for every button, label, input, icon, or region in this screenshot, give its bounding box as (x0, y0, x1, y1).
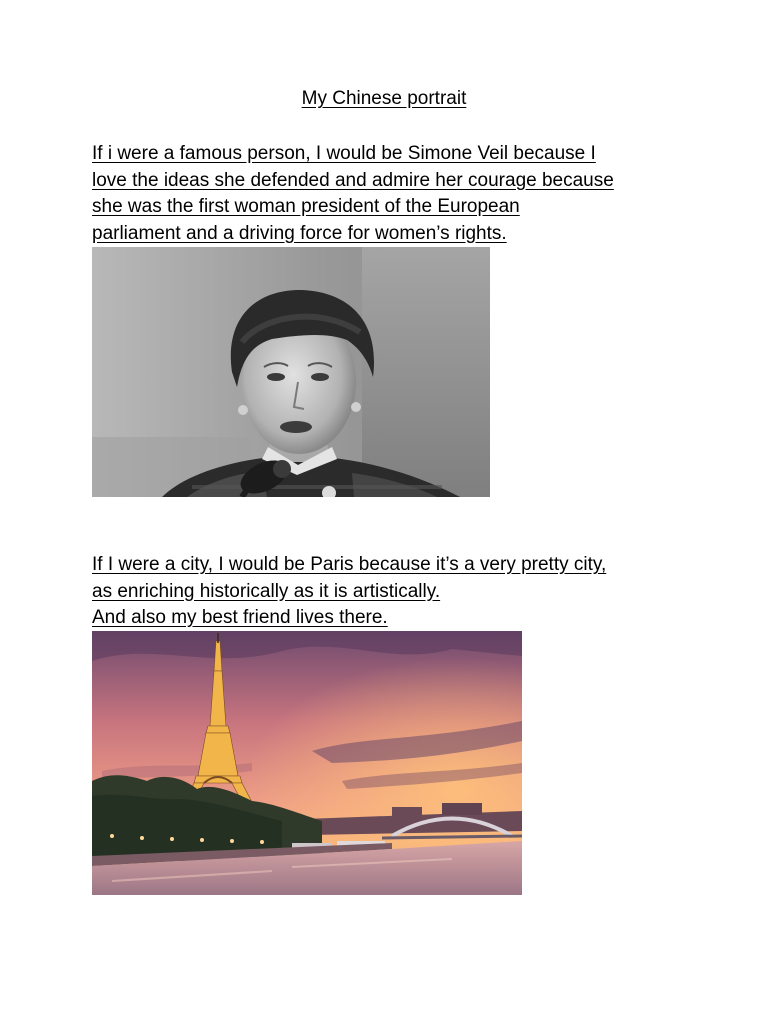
famous-person-line-4: parliament and a driving force for women’s rights. (92, 222, 507, 244)
city-paragraph (92, 552, 692, 632)
portrait-photo (92, 247, 490, 497)
city-line-2: as enriching historically as it is artistically. (92, 580, 441, 602)
city-line-1: If I were a city, I would be Paris because it’s a very pretty city, (92, 554, 607, 575)
famous-person-line-1: If i were a famous person, I would be Simone Veil because I (92, 143, 596, 164)
city-line-3: And also my best friend lives there. (92, 607, 388, 628)
famous-person-line-2: love the ideas she defended and admire her courage because (92, 169, 614, 191)
portrait-photo-icon (92, 247, 490, 497)
famous-person-line-3: she was the first woman president of the European (92, 196, 520, 217)
paris-photo (92, 631, 522, 895)
famous-person-paragraph (92, 141, 692, 247)
eiffel-tower-photo-icon (92, 631, 522, 895)
document-title: My Chinese portrait (301, 88, 467, 109)
